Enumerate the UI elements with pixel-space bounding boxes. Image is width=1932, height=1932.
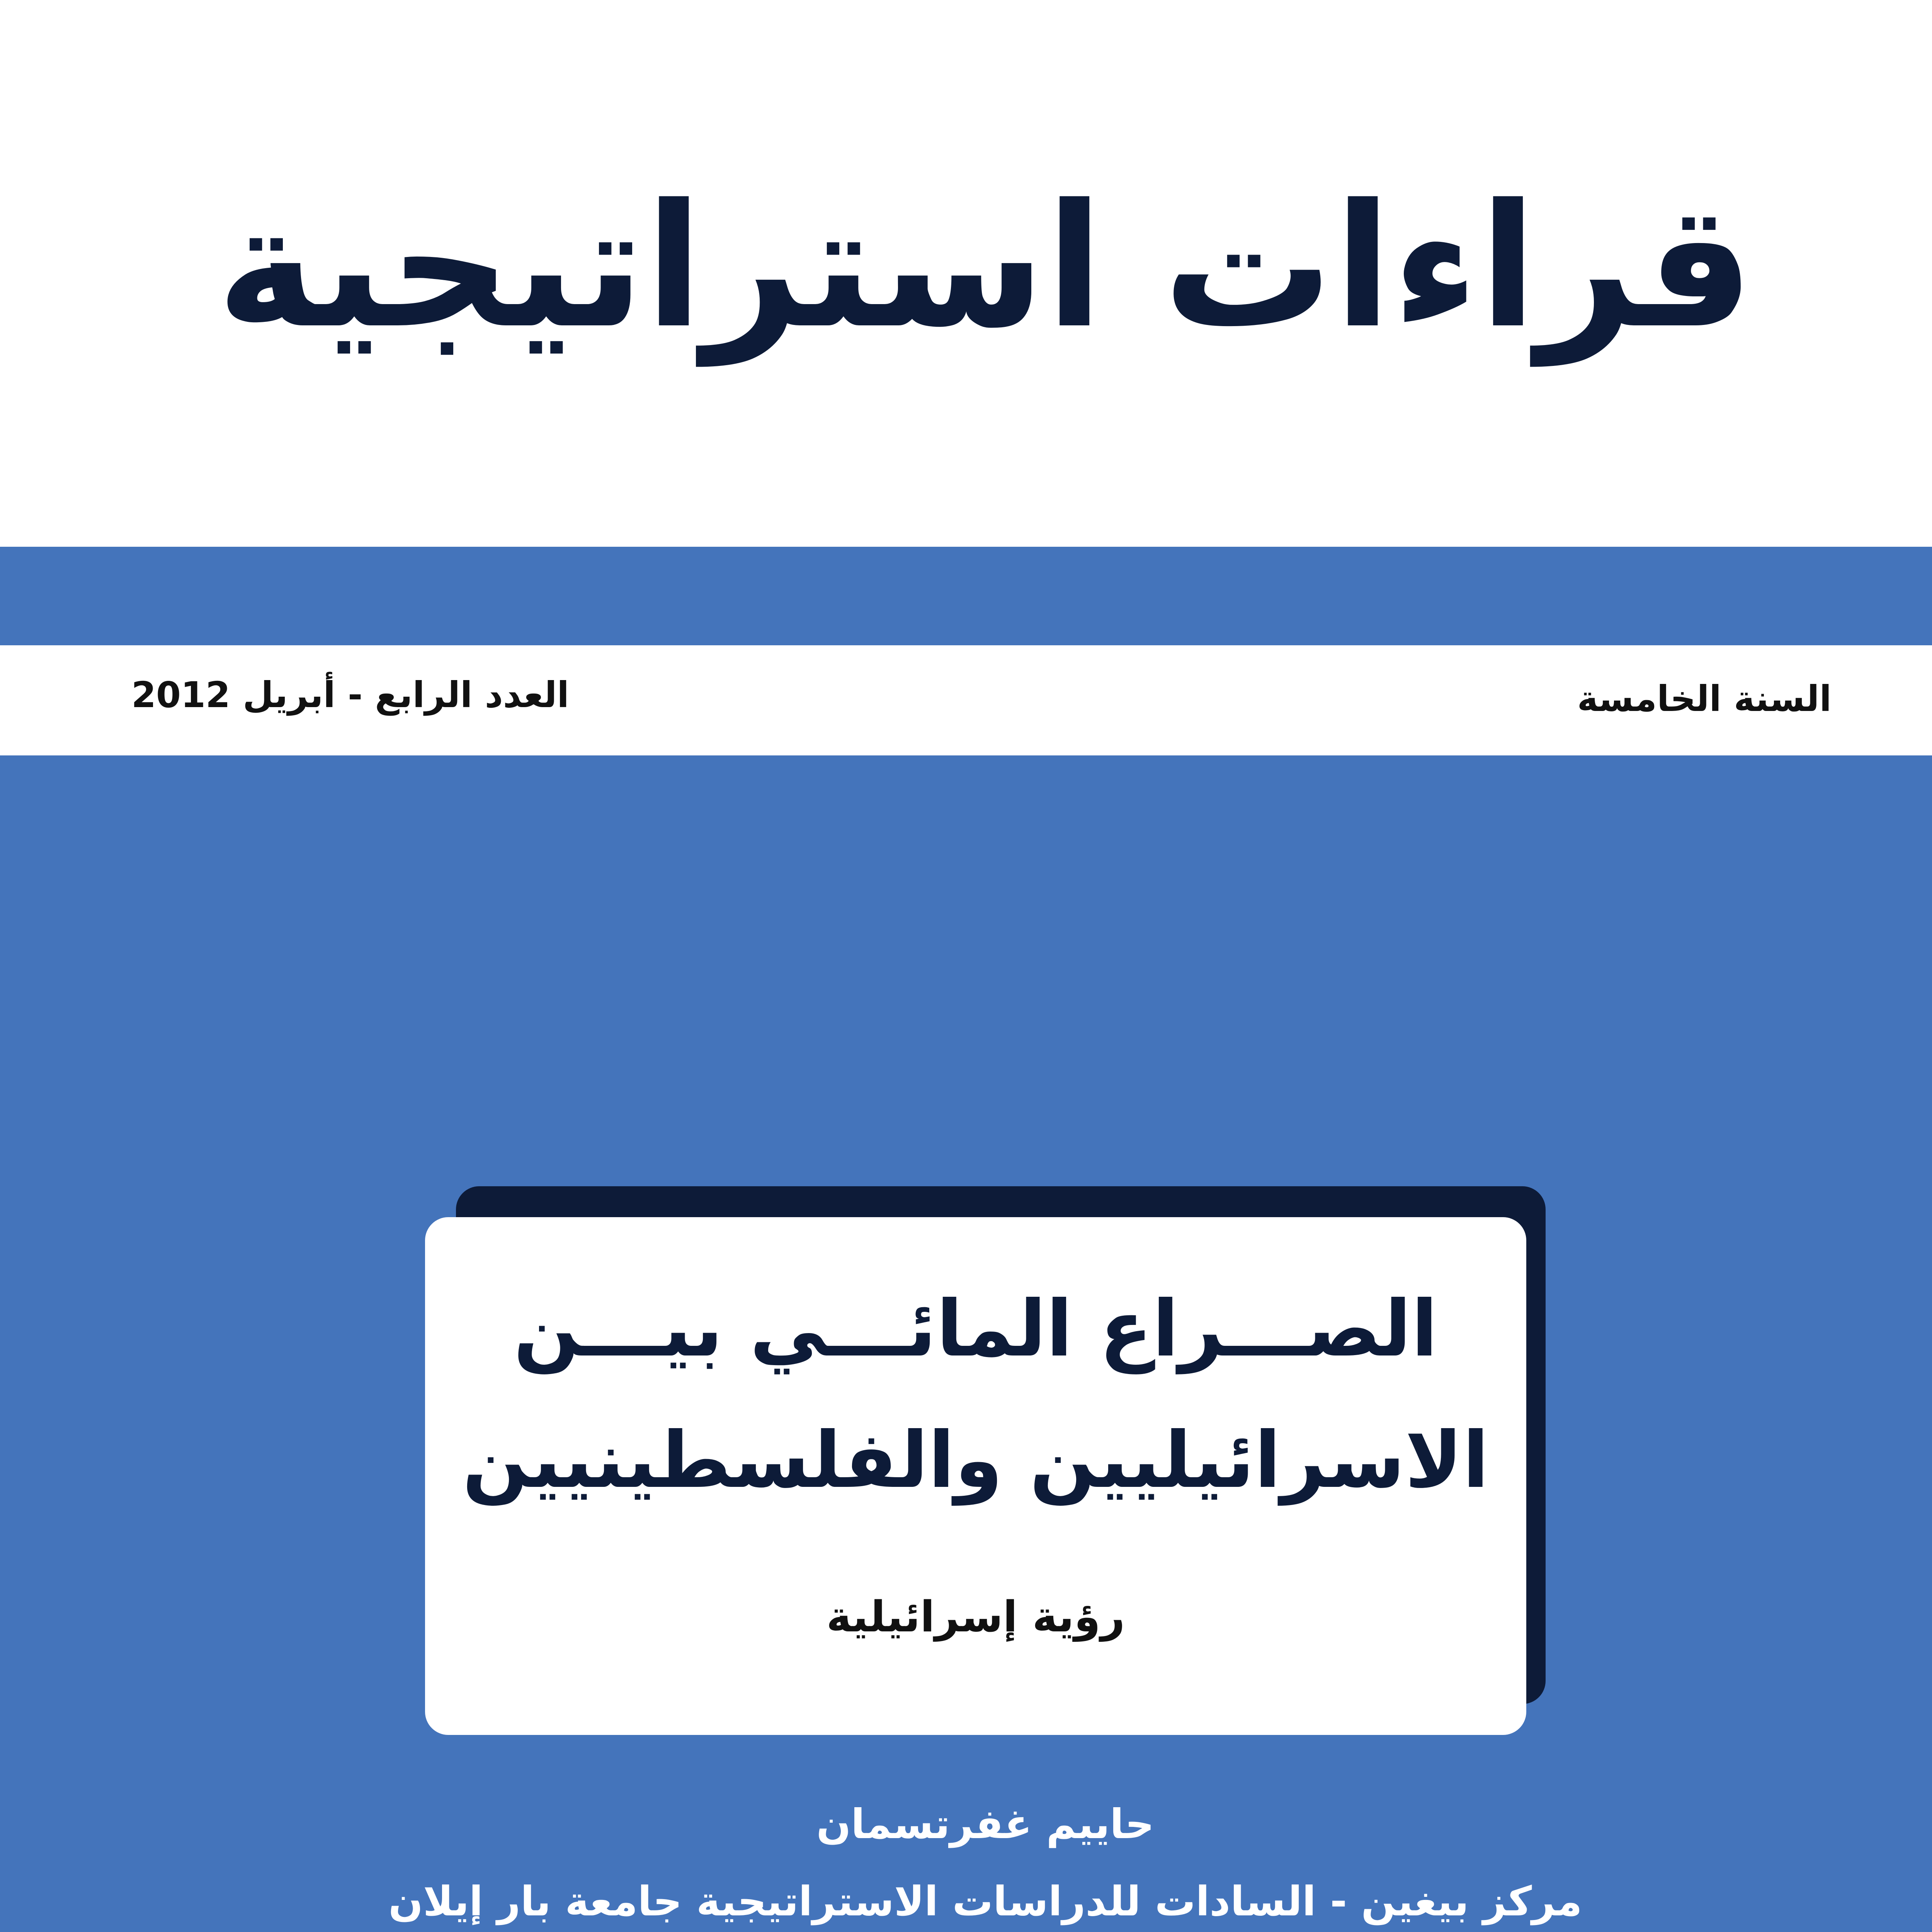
research-center: مركز بيغين - السادات للدراسات الاستراتيجية جامعة بار إيلان (388, 1878, 1582, 1925)
issue-label: العدد الرابع - أبريل 2012 (131, 674, 569, 716)
main-title-line-2: الاسرائيليين والفلسطينيين (462, 1415, 1489, 1505)
series-title: قراءات استراتيجية (216, 168, 1754, 366)
blue-divider-strip (0, 547, 1932, 645)
main-title-line-1: الصـــراع المائـــي بيـــن (514, 1284, 1438, 1374)
year-label: السنة الخامسة (1577, 678, 1832, 719)
author-name: حاييم غفرتسمان (816, 1801, 1155, 1848)
subtitle: رؤية إسرائيلية (826, 1592, 1125, 1641)
title-card (425, 1217, 1526, 1735)
